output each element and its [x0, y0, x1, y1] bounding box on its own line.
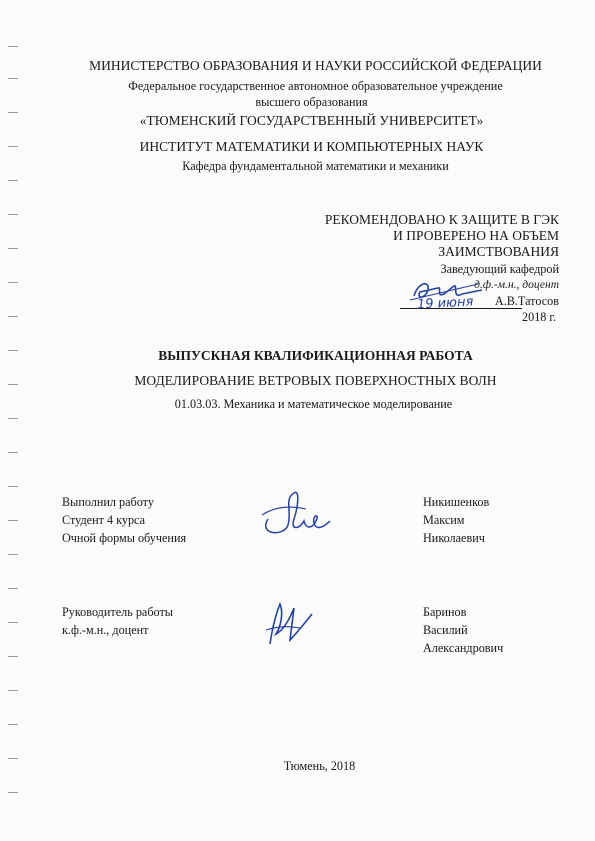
department-name: Кафедра фундаментальной математики и механики	[182, 159, 449, 173]
head-signature	[408, 276, 488, 306]
head-of-department-title: Заведующий кафедрой	[440, 262, 559, 276]
work-type: ВЫПУСКНАЯ КВАЛИФИКАЦИОННАЯ РАБОТА	[158, 348, 473, 363]
author-role-line3: Очной формы обучения	[62, 531, 187, 545]
supervisor-surname: Баринов	[423, 605, 467, 619]
ministry-name: МИНИСТЕРСТВО ОБРАЗОВАНИЯ И НАУКИ РОССИЙСКОЙ ФЕДЕРАЦИИ	[89, 58, 542, 73]
author-surname: Никишенков	[423, 495, 490, 509]
supervisor-patronymic: Александрович	[423, 641, 504, 655]
university-name: «ТЮМЕНСКИЙ ГОСУДАРСТВЕННЫЙ УНИВЕРСИТЕТ»	[139, 113, 484, 128]
supervisor-role-line2: к.ф.-м.н., доцент	[62, 623, 149, 637]
author-role-line2: Студент 4 курса	[62, 513, 146, 527]
supervisor-signature	[260, 600, 320, 648]
author-name: Максим	[423, 513, 465, 527]
institute-name: ИНСТИТУТ МАТЕМАТИКИ И КОМПЬЮТЕРНЫХ НАУК	[139, 139, 484, 154]
work-specialty: 01.03.03. Механика и математическое моделирование	[174, 397, 453, 411]
institution-type-line2: высшего образования	[255, 95, 368, 109]
city-year: Тюмень, 2018	[283, 759, 356, 773]
approval-line3: ЗАИМСТВОВАНИЯ	[438, 244, 559, 259]
author-role-line1: Выполнил работу	[62, 495, 154, 509]
institution-type-line1: Федеральное государственное автономное образовательное учреждение	[128, 79, 503, 93]
head-of-department-degree: д.ф.-м.н., доцент	[474, 279, 559, 291]
approval-line1: РЕКОМЕНДОВАНО К ЗАЩИТЕ В ГЭК	[324, 212, 559, 227]
author-patronymic: Николаевич	[423, 531, 485, 545]
supervisor-role-line1: Руководитель работы	[62, 605, 173, 619]
approval-line2: И ПРОВЕРЕНО НА ОБЪЕМ	[393, 228, 559, 243]
author-signature	[254, 485, 334, 545]
supervisor-name: Василий	[423, 623, 468, 637]
handwritten-date: 19 июня	[416, 294, 474, 313]
head-of-department-name: А.В.Татосов	[494, 294, 559, 308]
approval-year: 2018 г.	[522, 310, 557, 324]
work-title: МОДЕЛИРОВАНИЕ ВЕТРОВЫХ ПОВЕРХНОСТНЫХ ВОЛН	[134, 373, 497, 388]
